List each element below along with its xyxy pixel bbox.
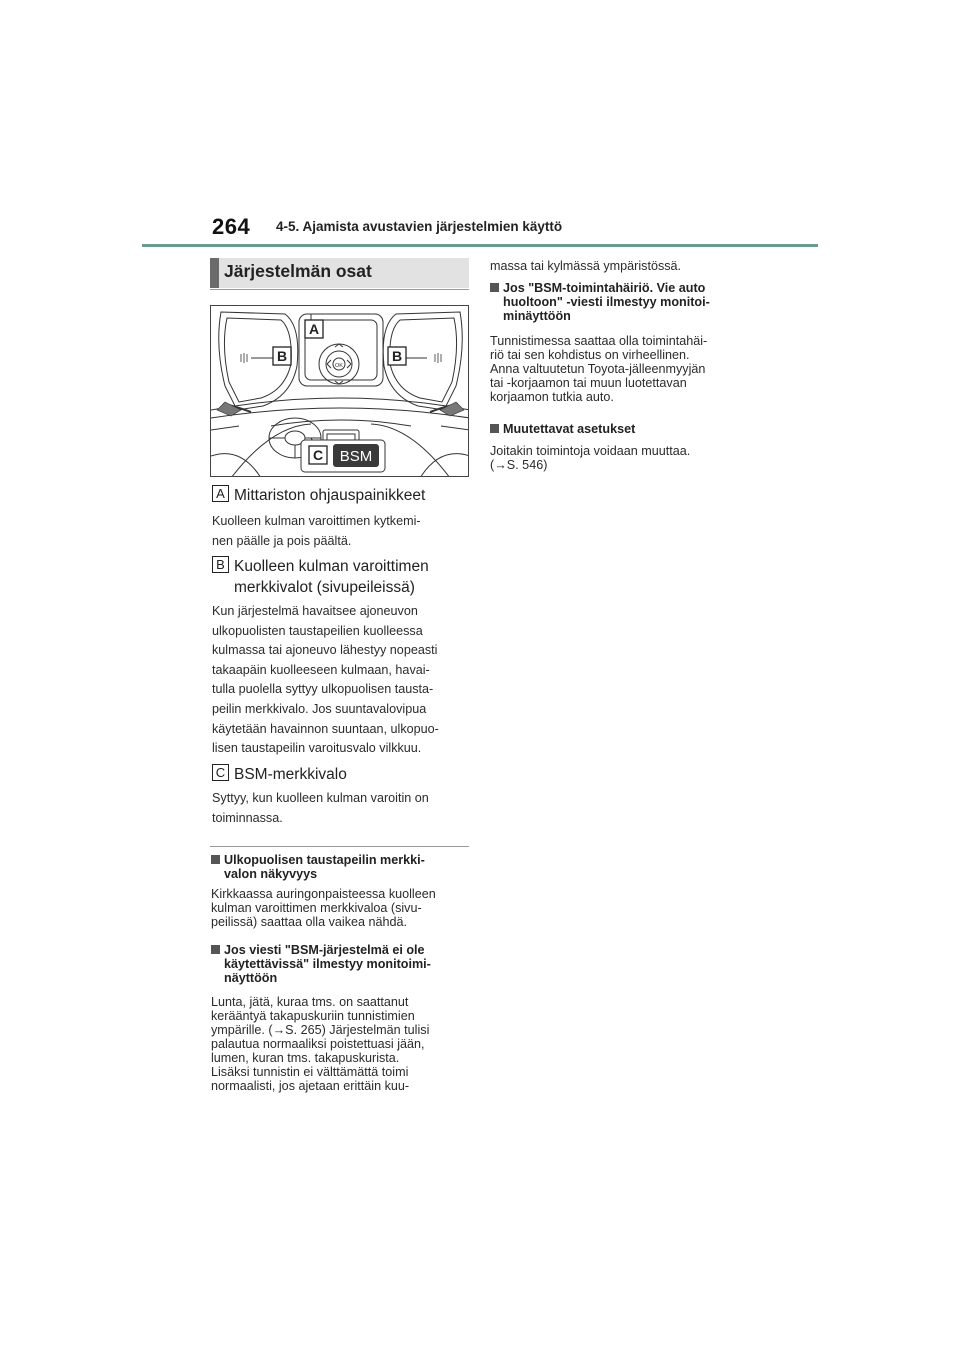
note-line: Joitakin toimintoja voidaan muuttaa. [490,444,691,458]
note-body-visibility [211,887,436,929]
desc-line: Syttyy, kun kuolleen kulman varoitin on [212,791,429,805]
note-body-unavailable [211,995,429,1093]
desc-line: toiminnassa. [212,810,283,825]
note-heading-unavailable [211,943,431,985]
dashboard-drawing [211,306,469,477]
note-line: Anna valtuutetun Toyota-jälleenmyyjän [490,362,706,376]
callout-c-label: C [312,447,324,463]
note-heading-settings [490,422,635,436]
desc-line: nen päälle ja pois päältä. [212,533,352,548]
square-bullet-icon [211,945,220,954]
section-heading-bar [210,258,469,288]
item-b-letter: B [212,556,229,573]
dashboard-illustration [210,305,469,477]
note-body-settings [490,444,690,472]
ok-label: OK [335,363,343,369]
desc-line: Kuolleen kulman varoittimen kytkemi- [212,514,421,528]
note-heading-line: Jos "BSM-toimintahäiriö. Vie auto [503,281,706,295]
note-body-malfunction [490,334,707,404]
section-accent [210,258,219,288]
square-bullet-icon [490,283,499,292]
item-a-letter: A [212,485,229,502]
note-line: korjaamon tutkia auto. [490,390,614,404]
note-line: lumen, kuran tms. takapuskurista. [211,1051,400,1065]
bsm-label: BSM [339,448,373,465]
note-heading-line: Ulkopuolisen taustapeilin merkki- [224,853,425,867]
note-line: (→S. 546) [490,458,548,472]
bsm-indicator-callout [301,440,385,472]
note-line: ympärille. (→S. 265) Järjestelmän tulisi [211,1023,430,1037]
header-rule [142,244,818,247]
desc-line: kulmassa tai ajoneuvo lähestyy nopeasti [212,643,438,658]
square-bullet-icon [490,424,499,433]
desc-line: Kun järjestelmä havaitsee ajoneuvon [212,604,418,618]
note-line: Lunta, jätä, kuraa tms. on saattanut [211,995,409,1009]
note-line: normaalisti, jos ajetaan erittäin kuu- [211,1079,410,1093]
desc-line: ulkopuolisten taustapeilien kuolleessa [212,623,423,638]
note-heading-visibility [211,853,425,881]
note-line: tai -korjaamon tai muun luotettavan [490,376,687,390]
item-a [212,485,425,506]
note-line: kulman varoittimen merkkivaloa (sivu- [211,901,422,915]
note-line: kerääntyä takapuskuriin tunnistimien [211,1009,415,1023]
callout-a [305,320,323,338]
note-line: peilissä) saattaa olla vaikea nähdä. [211,915,408,929]
item-a-description [212,512,421,551]
item-c [212,764,347,785]
item-c-letter: C [212,764,229,781]
desc-line: peilin merkkivalo. Jos suuntavalovipua [212,701,427,716]
desc-line: lisen taustapeilin varoitusvalo vilkkuu. [212,741,422,756]
item-b-title-line2: merkkivalot (sivupeileissä) [234,579,415,596]
item-c-title: BSM-merkkivalo [234,766,347,783]
note-heading-line: valon näkyvyys [224,867,318,881]
note-heading-line: minäyttöön [503,309,571,323]
item-a-title: Mittariston ohjauspainikkeet [234,487,426,504]
callout-b-right-label: B [391,348,403,364]
callout-b-right [388,347,406,365]
callout-b-left [273,347,291,365]
item-b [212,556,429,598]
note-line: palautua normaaliksi poistettuasi jään, [211,1037,425,1051]
desc-line: takaapäin kuolleeseen kulmaan, havai- [212,662,430,677]
note-line: Lisäksi tunnistin ei välttämättä toimi [211,1065,409,1079]
continuation-text: massa tai kylmässä ympäristössä. [490,259,682,273]
section-rule [210,289,469,290]
item-c-description [212,789,429,828]
note-line: riö tai sen kohdistus on virheellinen. [490,348,690,362]
note-heading-line: näyttöön [224,971,278,985]
note-line: Tunnistimessa saattaa olla toimintahäi- [490,334,708,348]
item-b-description [212,602,439,759]
note-heading-line: Jos viesti "BSM-järjestelmä ei ole [224,943,425,957]
note-heading-malfunction [490,281,710,323]
note-line: Kirkkaassa auringonpaisteessa kuolleen [211,887,436,901]
desc-line: käytetään havainnon suuntaan, ulkopuo- [212,721,439,736]
note-heading-line: huoltoon" -viesti ilmestyy monitoi- [503,295,710,309]
square-bullet-icon [211,855,220,864]
desc-line: tulla puolella syttyy ulkopuolisen tausta- [212,682,434,697]
callout-b-left-label: B [276,348,288,364]
item-b-title-line1: Kuolleen kulman varoittimen [234,558,429,575]
column-divider [210,846,469,847]
note-heading-line: käytettävissä" ilmestyy monitoimi- [224,957,431,971]
callout-a-label: A [308,321,320,337]
section-title: Järjestelmän osat [224,261,372,281]
chapter-title: 4-5. Ajamista avustavien järjestelmien käyttö [276,219,563,234]
page-number: 264 [212,214,251,239]
note-heading-line: Muutettavat asetukset [503,422,636,436]
